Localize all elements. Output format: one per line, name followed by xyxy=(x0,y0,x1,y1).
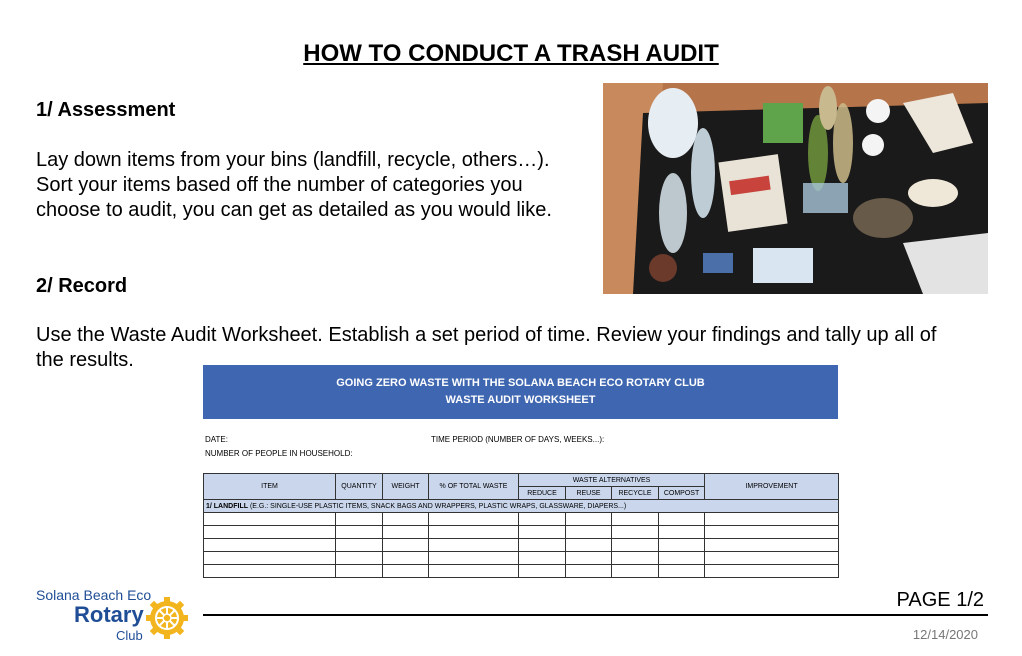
col-item: ITEM xyxy=(204,474,336,500)
table-row xyxy=(204,565,839,578)
worksheet-table xyxy=(203,473,839,578)
rotary-logo: Solana Beach Eco Rotary Club xyxy=(36,587,196,647)
page-number: PAGE 1/2 xyxy=(896,589,984,611)
col-percent-total: % OF TOTAL WASTE xyxy=(429,474,519,500)
col-quantity: QUANTITY xyxy=(336,474,383,500)
col-reuse: REUSE xyxy=(566,487,612,500)
page-title: HOW TO CONDUCT A TRASH AUDIT xyxy=(303,40,719,67)
assessment-text: Lay down items from your bins (landfill, recycle, others…). Sort your items based off the number of categories you choose to audit, you can get as detailed as you would like. xyxy=(36,149,552,221)
table-row xyxy=(204,552,839,565)
assessment-heading: 1/ Assessment xyxy=(36,99,176,121)
col-weight: WEIGHT xyxy=(383,474,429,500)
people-label: NUMBER OF PEOPLE IN HOUSEHOLD: xyxy=(205,449,353,458)
col-recycle: RECYCLE xyxy=(612,487,659,500)
col-compost: COMPOST xyxy=(659,487,705,500)
table-row xyxy=(204,513,839,526)
section-landfill: 1/ LANDFILL (E.G.: SINGLE-USE PLASTIC ITEMS, SNACK BAGS AND WRAPPERS, PLASTIC WRAPS, GLASSWARE, DIAPERS...) xyxy=(204,500,839,513)
waste-audit-worksheet xyxy=(203,365,838,585)
trash-audit-photo xyxy=(603,83,988,294)
col-reduce: REDUCE xyxy=(519,487,566,500)
col-waste-alternatives: WASTE ALTERNATIVES xyxy=(519,474,705,487)
record-text: Use the Waste Audit Worksheet. Establish a set period of time. Review your findings and tally up all of the results. xyxy=(36,324,937,371)
footer-divider xyxy=(203,614,988,616)
rotary-wheel-icon xyxy=(146,597,188,639)
record-heading: 2/ Record xyxy=(36,275,128,297)
time-period-label: TIME PERIOD (NUMBER OF DAYS, WEEKS...): xyxy=(431,435,605,444)
table-row xyxy=(204,539,839,552)
col-improvement: IMPROVEMENT xyxy=(705,474,839,500)
worksheet-header: GOING ZERO WASTE WITH THE SOLANA BEACH ECO ROTARY CLUB WASTE AUDIT WORKSHEET xyxy=(203,365,838,419)
footer-date: 12/14/2020 xyxy=(912,627,978,642)
table-row xyxy=(204,526,839,539)
date-label: DATE: xyxy=(205,435,228,444)
